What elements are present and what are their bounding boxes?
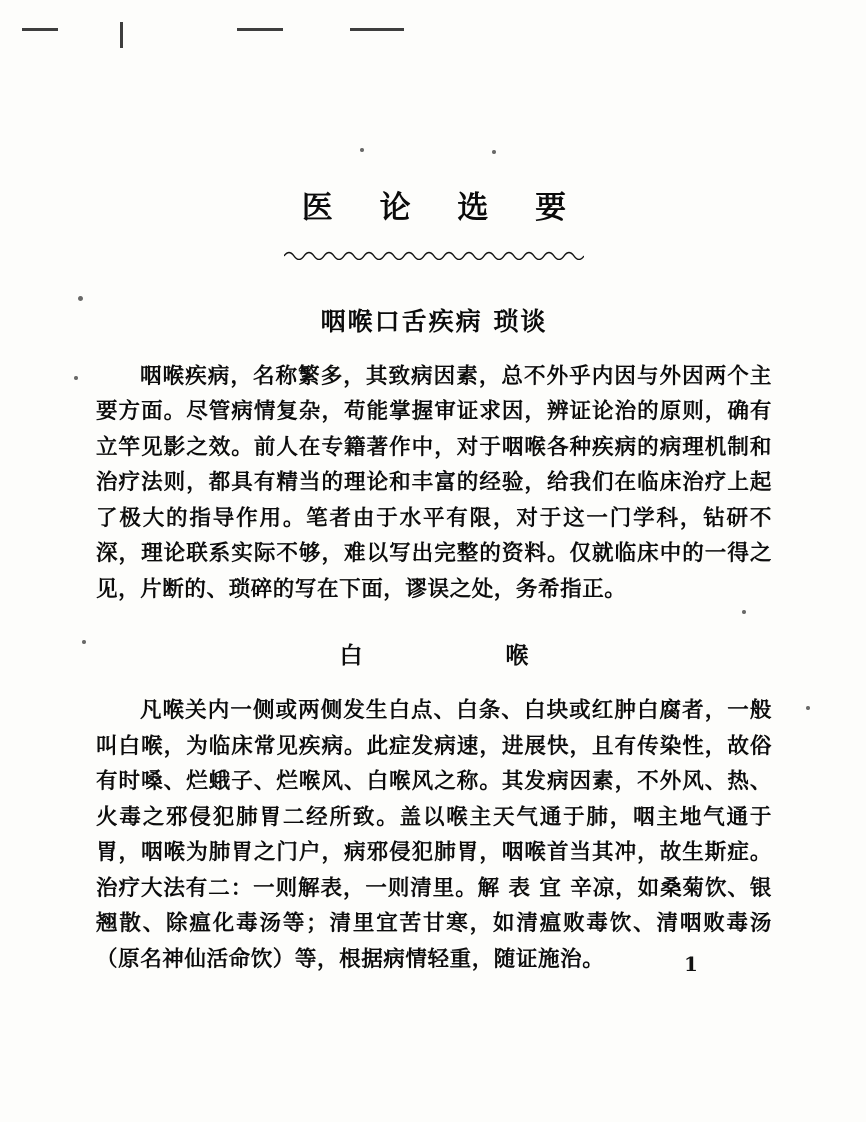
subsection-title: 白 喉: [339, 642, 589, 670]
scan-speck: [74, 376, 78, 380]
section-heading: 医 论 选 要: [301, 190, 585, 226]
scan-speck: [806, 706, 810, 710]
page-content: [96, 0, 772, 977]
page-number: 1: [684, 952, 720, 976]
body-paragraph: 凡喉关内一侧或两侧发生白点、白条、白块或红肿白腐者，一般叫白喉，为临床常见疾病。此症发病速，进展快，且有传染性，故俗有时嗓、烂蛾子、烂喉风、白喉风之称。其发病因素，不外风、热、火毒之邪侵犯肺胃二经所致。盖以喉主天气通于肺，咽主地气通于胃，咽喉为肺胃之门户，病邪侵犯肺胃，咽喉首当其冲，故生斯症。治疗大法有二：一则解表，一则清里。解 表 宜 辛凉，如桑菊饮、银翘散、除瘟化毒汤等；清里宜苦甘寒，如清瘟败毒饮、清咽败毒汤（原名神仙活命饮）等，根据病情轻重，随证施治。: [96, 698, 772, 972]
article-title: 咽喉口舌疾病 琐谈: [320, 306, 548, 336]
scan-speck: [82, 640, 86, 644]
wavy-underline-icon: [284, 248, 584, 260]
body-paragraph: 咽喉疾病，名称繁多，其致病因素，总不外乎内因与外因两个主要方面。尽管病情复杂，苟能掌握审证求因，辨证论治的原则，确有立竿见影之效。前人在专籍著作中，对于咽喉各种疾病的病理机制和治疗法则，都具有精当的理论和丰富的经验，给我们在临床治疗上起了极大的指导作用。笔者由于水平有限，对于这一门学科，钻研不深，理论联系实际不够，难以写出完整的资料。仅就临床中的一得之见，片断的、琐碎的写在下面，谬误之处，务希指正。: [96, 363, 772, 602]
page-footer: [0, 952, 866, 976]
scan-speck: [78, 296, 83, 301]
scan-artifact-mark: [22, 28, 58, 31]
